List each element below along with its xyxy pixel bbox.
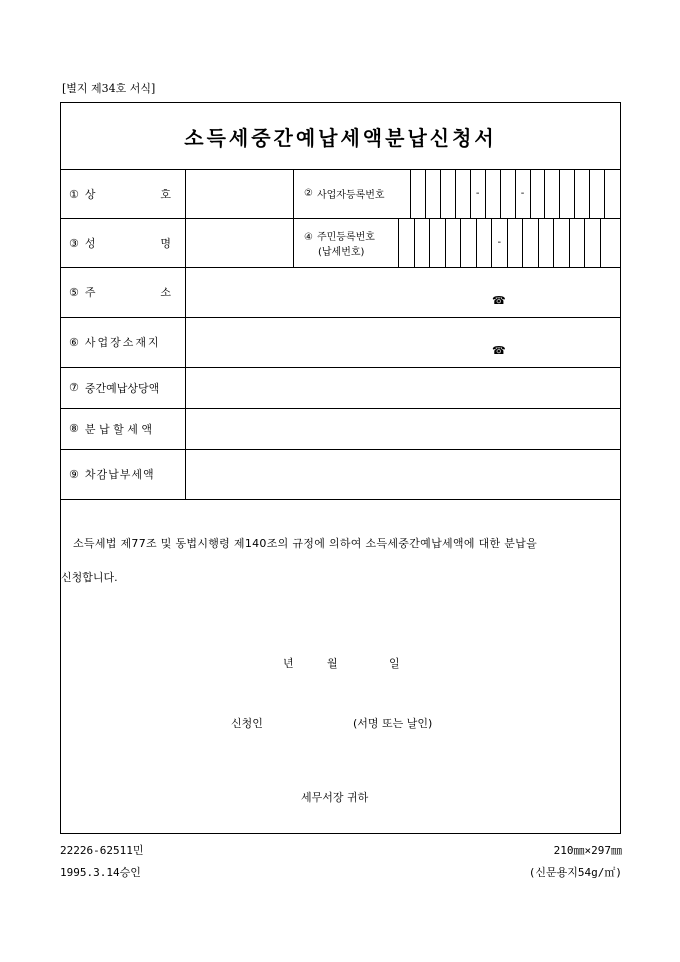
phone-icon: ☎ xyxy=(492,294,506,307)
business-name-field[interactable] xyxy=(186,169,294,218)
row-interim-equivalent xyxy=(61,367,620,409)
row-name xyxy=(61,218,620,268)
business-location-field[interactable] xyxy=(186,317,620,367)
form-frame xyxy=(60,102,621,834)
form-number-label: [별지 제34호 서식] xyxy=(62,82,156,95)
approval-date: 1995.3.14승인 xyxy=(60,866,141,879)
label-interim-equivalent: ⑦ 중간예납상당액 xyxy=(61,367,186,408)
label-address: ⑤ 주 소 xyxy=(61,267,186,317)
date-year: 년 xyxy=(283,657,294,670)
signature-label: (서명 또는 날인) xyxy=(353,717,433,730)
label-business-name: ① 상 호 xyxy=(61,169,186,218)
address-field[interactable] xyxy=(186,267,620,317)
row-net-payment xyxy=(61,449,620,500)
date-day: 일 xyxy=(389,657,400,670)
statement-line-2: 신청합니다. xyxy=(61,571,118,584)
label-business-reg-no: ② 사업자등록번호 xyxy=(294,169,411,218)
label-name: ③ 성 명 xyxy=(61,218,186,267)
row-business-name xyxy=(61,169,620,219)
label-business-location: ⑥ 사업장소재지 xyxy=(61,317,186,367)
label-installment-amount: ⑧ 분 납 할 세 액 xyxy=(61,408,186,449)
label-net-payment: ⑨ 차감납부세액 xyxy=(61,449,186,499)
name-field[interactable] xyxy=(186,218,294,267)
installment-amount-field[interactable] xyxy=(186,408,620,449)
label-resident-reg-no: ④ 주민등록번호 (납세번호) xyxy=(294,218,399,267)
interim-equivalent-field[interactable] xyxy=(186,367,620,408)
row-address xyxy=(61,267,620,318)
date-month: 월 xyxy=(327,657,338,670)
row-installment-amount xyxy=(61,408,620,450)
resident-reg-no-boxes[interactable]: - xyxy=(399,218,620,267)
paper-size: 210㎜×297㎜ xyxy=(553,844,622,857)
form-code: 22226-62511민 xyxy=(60,844,144,857)
statement-line-1: 소득세법 제77조 및 동법시행령 제140조의 규정에 의하여 소득세중간예납세액에 대한 분납을 xyxy=(73,537,537,550)
addressee: 세무서장 귀하 xyxy=(301,791,369,804)
business-reg-no-boxes[interactable]: - - xyxy=(411,169,620,218)
form-title: 소득세중간예납세액분납신청서 xyxy=(61,103,620,170)
row-business-location xyxy=(61,317,620,368)
net-payment-field[interactable] xyxy=(186,449,620,499)
phone-icon: ☎ xyxy=(492,344,506,357)
paper-type: (신문용지54g/㎡) xyxy=(528,866,622,879)
applicant-label: 신청인 xyxy=(231,717,263,730)
